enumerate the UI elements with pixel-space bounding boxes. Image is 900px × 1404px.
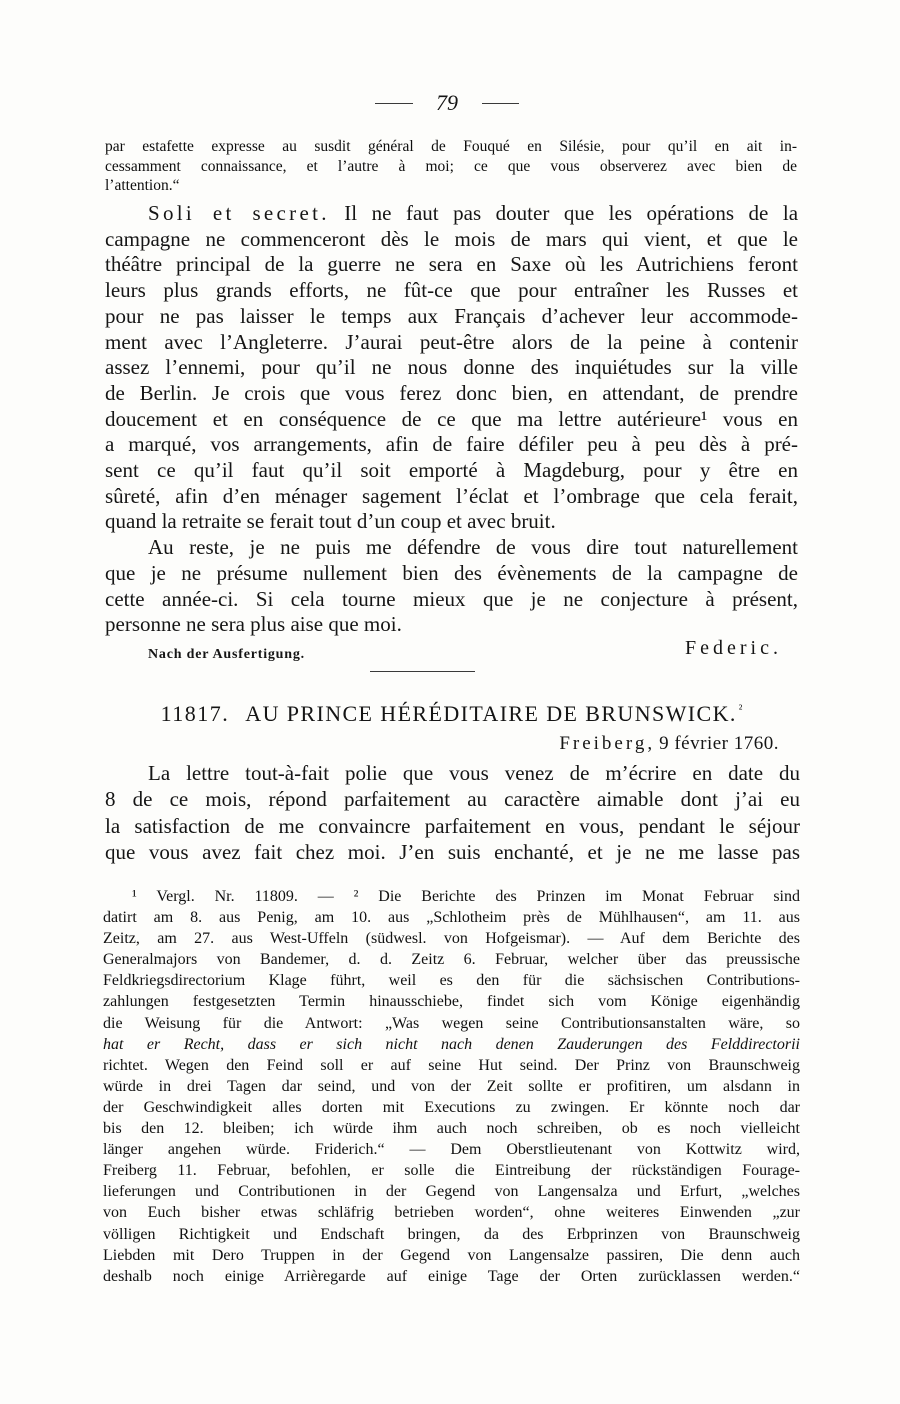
source-note: Nach der Ausfertigung. bbox=[148, 647, 305, 662]
footnote-line: völligen Richtigkeit und Endschaft bringen, da des Erbprinzen von Braunschweig bbox=[103, 1225, 800, 1243]
postscript-lines bbox=[105, 137, 797, 196]
footnote-line: länger angehen würde. Friderich.“ — Dem Oberstlieutenant von Kottwitz wird, bbox=[103, 1141, 800, 1159]
body-line: leurs plus grands efforts, ne fût-ce que pour entraîner les Russes et bbox=[105, 278, 798, 303]
footnote-line: lieferungen und Contributionen in der Gegend von Langensalza und Erfurt, „welches bbox=[103, 1183, 800, 1201]
body-line: que je ne présume nullement bien des évènements de la campagne de bbox=[105, 560, 798, 585]
footnote-line: Generalmajors von Bandemer, d. d. Zeitz 6. Februar, welcher über das preussische bbox=[103, 951, 800, 969]
paragraph-first-line bbox=[105, 201, 798, 227]
postscript-line: cessamment connaissance, et l’autre à moi; ce que vous observerez avec bien de bbox=[105, 157, 797, 175]
postscript-line: l’attention.“ bbox=[105, 177, 180, 194]
body-line: a marqué, vos arrangements, afin de faire défiler peu à peu dès à pré- bbox=[105, 432, 798, 457]
opening-phrase: Soli et secret. bbox=[148, 201, 330, 225]
footnote-line: von Euch bisher etwas schläfrig betrieben worden“, ohne weiteres Einwenden „zur bbox=[103, 1204, 800, 1222]
footnote-line: deshalb noch einige Arrièregarde auf einige Tage der Orten zurücklassen werden.“ bbox=[103, 1267, 800, 1285]
body-line: théâtre principal de la guerre ne sera en Saxe où les Autrichiens feront bbox=[105, 252, 798, 277]
paragraph-lines bbox=[105, 227, 798, 535]
header-rule-right bbox=[482, 103, 519, 104]
previous-letter-body bbox=[105, 201, 798, 638]
body-line: que vous avez fait chez moi. J’en suis enchanté, et je ne me lasse pas bbox=[105, 839, 800, 864]
signature: Federic. bbox=[685, 637, 782, 659]
body-line: de Berlin. Je crois que vous ferez donc bien, en attendant, de prendre bbox=[105, 380, 798, 405]
dateline-date: 9 février 1760. bbox=[659, 733, 779, 754]
footnotes bbox=[103, 886, 800, 1287]
footnote-line: richtet. Wegen den Feind soll er auf seine Hut seind. Der Prinz von Braunschweig bbox=[103, 1056, 800, 1074]
footnote-line: der Geschwindigkeit alles dorten mit Executions zu zwingen. Er könnte noch dar bbox=[103, 1098, 800, 1116]
footnote-line: bis den 12. bleiben; ich würde ihm auch noch schreiben, ob es noch vielleicht bbox=[103, 1120, 800, 1138]
footnote-line: Freiberg 11. Februar, befohlen, er solle die Eintreibung der rückständigen Fourage- bbox=[103, 1162, 800, 1180]
body-line: sûreté, afin d’en ménager sagement l’éclat et l’ombrage que cela ferait, bbox=[105, 483, 798, 508]
body-line: doucement et en conséquence de ce que ma lettre autérieure¹ vous en bbox=[105, 406, 798, 431]
body-line: la satisfaction de me convaincre parfaitement en vous, pendant le séjour bbox=[105, 813, 800, 838]
footnote-line: Feldkriegsdirectorium Klage führt, weil es den für die sächsischen Contributions- bbox=[103, 972, 800, 990]
letter-body bbox=[105, 760, 800, 865]
body-line: ment avec l’Angleterre. J’aurai peut-être alors de la peine à contenir bbox=[105, 329, 798, 354]
body-line: 8 de ce mois, répond parfaitement au caractère aimable dont j’ai eu bbox=[105, 787, 800, 812]
footnote-reference: ² bbox=[738, 702, 743, 716]
footnote-line: hat er Recht, dass er sich nicht nach denen Zauderungen des Felddirectorii bbox=[103, 1035, 800, 1053]
footnote-line: Zeitz, am 27. aus West-Uffeln (südwesl. von Hofgeismar). — Auf dem Berichte des bbox=[103, 930, 800, 948]
page-number: 79 bbox=[436, 90, 458, 115]
dateline-place: Freiberg, bbox=[559, 733, 656, 754]
header-rule-left bbox=[375, 103, 413, 104]
footnote-line: datirt am 8. aus Penig, am 10. aus „Schlotheim près de Mühlhausen“, am 11. aus bbox=[103, 909, 800, 927]
letter-paragraph bbox=[105, 760, 800, 865]
paragraph-au-reste bbox=[105, 535, 798, 638]
body-line: quand la retraite se ferait tout d’un coup et avec bruit. bbox=[105, 509, 556, 534]
footnote-line: ¹ Vergl. Nr. 11809. — ² Die Berichte des Prinzen im Monat Februar sind bbox=[132, 888, 800, 905]
body-line: La lettre tout-à-fait polie que vous venez de m’écrire en date du bbox=[148, 761, 800, 785]
letter-number: 11817. bbox=[160, 701, 230, 726]
paragraph-soli-et-secret bbox=[105, 201, 798, 535]
letter-heading bbox=[105, 701, 798, 730]
body-line: Au reste, je ne puis me défendre de vous dire tout naturellement bbox=[148, 535, 798, 560]
footnote-line: Liebden mit Dero Truppen in der Gegend von Langensalze passiren, Die denn auch bbox=[103, 1246, 800, 1264]
footnote-line: zahlungen festgesetzten Termin hinausschiebe, findet sich vom Könige eigenhändig bbox=[103, 993, 800, 1011]
body-line: sent ce qu’il faut qu’il soit emporté à Magdeburg, pour y être en bbox=[105, 458, 798, 483]
letter-divider bbox=[370, 671, 475, 672]
letter-title: AU PRINCE HÉRÉDITAIRE DE BRUNSWICK. bbox=[245, 701, 737, 726]
body-line: pour ne pas laisser le temps aux Français d’achever leur accommode- bbox=[105, 303, 798, 328]
body-line: campagne ne commenceront dès le mois de mars qui vient, et que le bbox=[105, 226, 798, 251]
previous-letter-postscript bbox=[105, 137, 797, 196]
body-line: cette année-ci. Si cela tourne mieux que je ne conjecture à présent, bbox=[105, 586, 798, 611]
postscript-line: par estafette expresse au susdit général de Fouqué en Silésie, pour qu’il en ait in- bbox=[105, 138, 797, 155]
footnote-lines bbox=[103, 886, 800, 1287]
footnote-line: würde in drei Tagen dar seind, und von der Zeit sollte er profitiren, um alsdann in bbox=[103, 1077, 800, 1095]
body-line: assez l’ennemi, pour qu’il ne nous donne des inquiétudes sur la ville bbox=[105, 355, 798, 380]
footnote-line: die Weisung für die Antwort: „Was wegen seine Contributionsanstalten wäre, so bbox=[103, 1014, 800, 1032]
body-line: personne ne sera plus aise que moi. bbox=[105, 612, 402, 637]
dateline bbox=[559, 733, 779, 755]
first-line-text: Il ne faut pas douter que les opérations de la bbox=[344, 201, 799, 225]
